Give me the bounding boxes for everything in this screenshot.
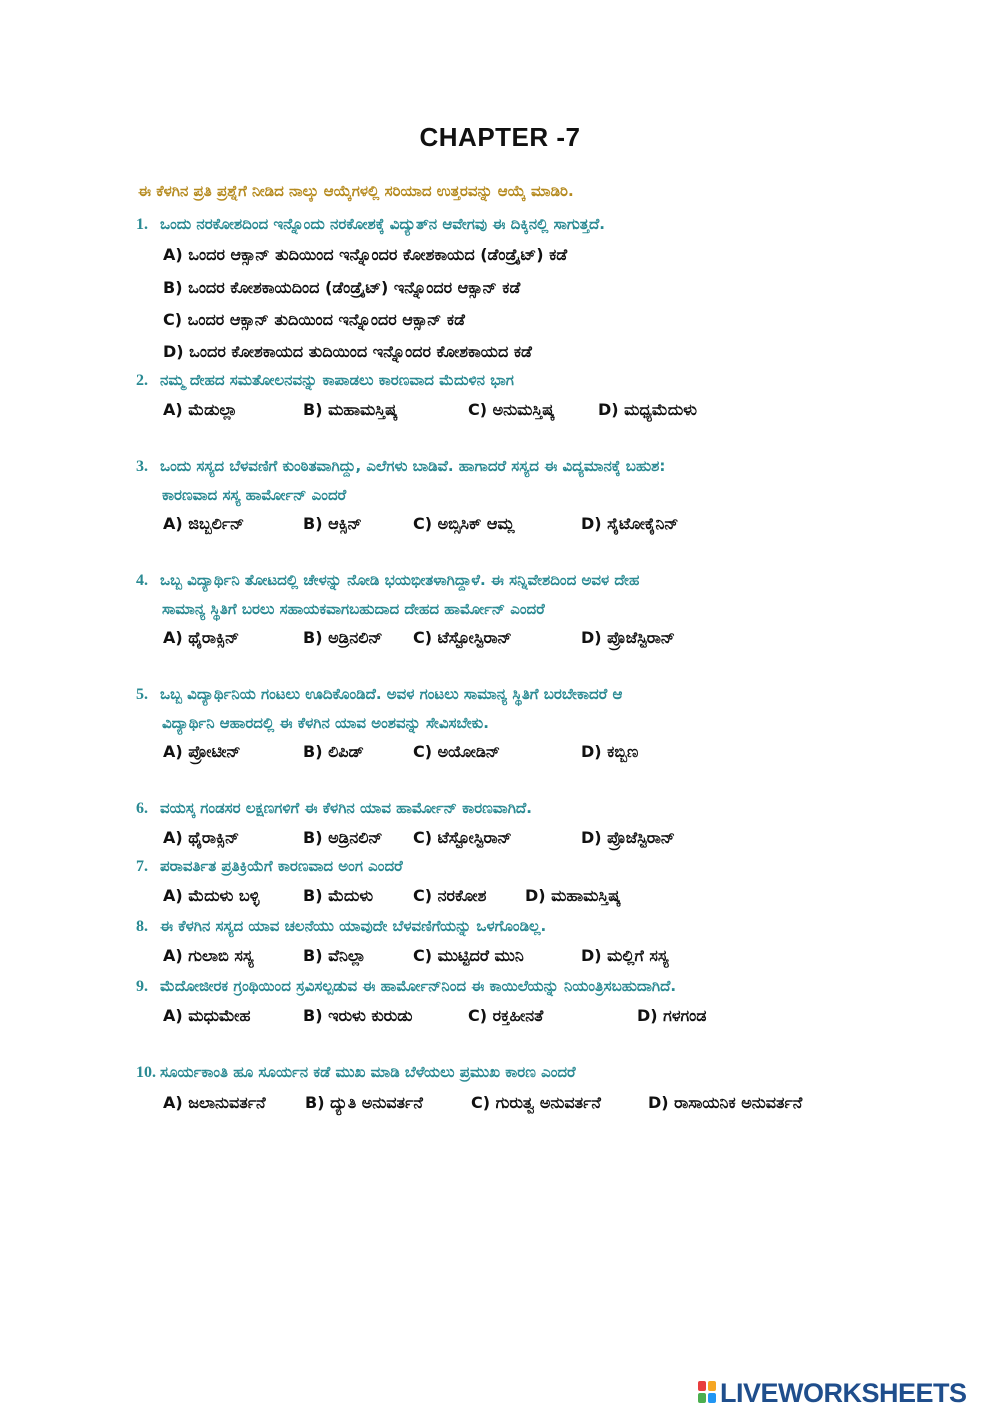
logo-square-green <box>698 1393 706 1403</box>
q1-option-b[interactable]: B) ಒಂದರ ಕೋಶಕಾಯದಿಂದ (ಡೆಂಡ್ರೈಟ್) ಇನ್ನೊಂದರ ಆಕ್ಸಾನ್ ಕಡೆ <box>163 278 521 297</box>
q9-option-a[interactable]: A) ಮಧುಮೇಹ <box>163 1006 251 1025</box>
question-4 <box>136 566 966 623</box>
question-number: 4. <box>136 572 148 589</box>
q9-option-b[interactable]: B) ಇರುಳು ಕುರುಡು <box>303 1006 413 1025</box>
q7-options <box>163 886 963 912</box>
liveworksheets-wordmark: LIVEWORKSHEETS <box>720 1378 967 1408</box>
question-text-continued: ವಿದ್ಯಾರ್ಥಿನಿ ಆಹಾರದಲ್ಲಿ ಈ ಕೆಳಗಿನ ಯಾವ ಅಂಶವನ್ನು ಸೇವಿಸಬೇಕು. <box>162 714 489 732</box>
q8-options <box>163 946 963 972</box>
q6-option-d[interactable]: D) ಪ್ರೊಜೆಸ್ಟಿರಾನ್ <box>581 828 675 847</box>
question-text-continued: ಕಾರಣವಾದ ಸಸ್ಯ ಹಾರ್ಮೋನ್ ಎಂದರೆ <box>162 486 347 504</box>
question-number: 8. <box>136 918 148 935</box>
q2-option-b[interactable]: B) ಮಹಾಮಸ್ತಿಷ್ಕ <box>303 400 398 419</box>
q5-options <box>163 742 963 768</box>
q7-option-a[interactable]: A) ಮೆದುಳು ಬಳ್ಳಿ <box>163 886 260 905</box>
q3-options <box>163 514 963 540</box>
q3-option-c[interactable]: C) ಅಬ್ಸಿಸಿಕ್ ಆಮ್ಲ <box>413 514 515 533</box>
question-1 <box>136 210 966 239</box>
q6-option-a[interactable]: A) ಥೈರಾಕ್ಸಿನ್ <box>163 828 240 847</box>
q4-options <box>163 628 963 654</box>
q10-option-b[interactable]: B) ದ್ಯುತಿ ಅನುವರ್ತನೆ <box>305 1093 423 1112</box>
question-text: ಒಂದು ಸಸ್ಯದ ಬೆಳವಣಿಗೆ ಕುಂಠಿತವಾಗಿದ್ದು, ಎಲೆಗಳು ಬಾಡಿವೆ. ಹಾಗಾದರೆ ಸಸ್ಯದ ಈ ವಿದ್ಯಮಾನಕ್ಕೆ ಬಹುಶ: <box>160 457 666 475</box>
q5-option-a[interactable]: A) ಪ್ರೋಟೀನ್ <box>163 742 241 761</box>
q5-option-b[interactable]: B) ಲಿಪಿಡ್ <box>303 742 364 761</box>
q2-option-a[interactable]: A) ಮೆಡುಲ್ಲಾ <box>163 400 238 419</box>
question-text: ವಯಸ್ಕ ಗಂಡಸರ ಲಕ್ಷಣಗಳಿಗೆ ಈ ಕೆಳಗಿನ ಯಾವ ಹಾರ್ಮೋನ್ ಕಾರಣವಾಗಿದೆ. <box>160 799 532 817</box>
q2-option-d[interactable]: D) ಮಧ್ಯಮೆದುಳು <box>598 400 697 419</box>
q10-option-a[interactable]: A) ಜಲಾನುವರ್ತನೆ <box>163 1093 266 1112</box>
liveworksheets-branding[interactable] <box>698 1378 998 1408</box>
q4-option-a[interactable]: A) ಥೈರಾಕ್ಸಿನ್ <box>163 628 240 647</box>
q4-option-c[interactable]: C) ಟೆಸ್ಟೋಸ್ಟಿರಾನ್ <box>413 628 512 647</box>
q9-options <box>163 1006 963 1032</box>
q9-option-c[interactable]: C) ರಕ್ತಹೀನತೆ <box>468 1006 544 1025</box>
question-number: 1. <box>136 216 148 233</box>
question-8 <box>136 912 966 941</box>
question-number: 2. <box>136 372 148 389</box>
q8-option-d[interactable]: D) ಮಲ್ಲಿಗೆ ಸಸ್ಯ <box>581 946 669 965</box>
q1-option-d[interactable]: D) ಒಂದರ ಕೋಶಕಾಯದ ತುದಿಯಿಂದ ಇನ್ನೊಂದರ ಕೋಶಕಾಯದ ಕಡೆ <box>163 342 532 361</box>
q8-option-a[interactable]: A) ಗುಲಾಬಿ ಸಸ್ಯ <box>163 946 254 965</box>
q10-option-d[interactable]: D) ರಾಸಾಯನಿಕ ಅನುವರ್ತನೆ <box>648 1093 803 1112</box>
q7-option-d[interactable]: D) ಮಹಾಮಸ್ತಿಷ್ಕ <box>525 886 621 905</box>
q6-option-c[interactable]: C) ಟೆಸ್ಟೋಸ್ಟಿರಾನ್ <box>413 828 512 847</box>
question-text: ಒಬ್ಬ ವಿದ್ಯಾರ್ಥಿನಿಯ ಗಂಟಲು ಊದಿಕೊಂಡಿದೆ. ಅವಳ ಗಂಟಲು ಸಾಮಾನ್ಯ ಸ್ಥಿತಿಗೆ ಬರಬೇಕಾದರೆ ಆ <box>160 685 623 703</box>
question-number: 6. <box>136 800 148 817</box>
q6-options <box>163 828 963 854</box>
q1-option-a[interactable]: A) ಒಂದರ ಆಕ್ಸಾನ್ ತುದಿಯಿಂದ ಇನ್ನೊಂದರ ಕೋಶಕಾಯದ (ಡೆಂಡ್ರೈಟ್) ಕಡೆ <box>163 245 568 264</box>
liveworksheets-logo-icon <box>698 1381 716 1403</box>
q1-option-c[interactable]: C) ಒಂದರ ಆಕ್ಸಾನ್ ತುದಿಯಿಂದ ಇನ್ನೊಂದರ ಆಕ್ಸಾನ್ ಕಡೆ <box>163 310 465 329</box>
q10-option-c[interactable]: C) ಗುರುತ್ವ ಅನುವರ್ತನೆ <box>471 1093 601 1112</box>
q3-option-d[interactable]: D) ಸೈಟೋಕೈನಿನ್ <box>581 514 679 533</box>
q9-option-d[interactable]: D) ಗಳಗಂಡ <box>637 1006 707 1025</box>
q5-option-d[interactable]: D) ಕಬ್ಬಿಣ <box>581 742 639 761</box>
q3-option-b[interactable]: B) ಆಕ್ಸಿನ್ <box>303 514 362 533</box>
q8-option-c[interactable]: C) ಮುಟ್ಟಿದರೆ ಮುನಿ <box>413 946 524 965</box>
question-6 <box>136 794 966 823</box>
q10-options <box>163 1093 963 1119</box>
question-9 <box>136 972 966 1001</box>
question-text: ಒಂದು ನರಕೋಶದಿಂದ ಇನ್ನೊಂದು ನರಕೋಶಕ್ಕೆ ವಿದ್ಯುತ್‌ನ ಆವೇಗವು ಈ ದಿಕ್ಕಿನಲ್ಲಿ ಸಾಗುತ್ತದೆ. <box>160 215 605 233</box>
question-text: ಮೆದೋಜೀರಕ ಗ್ರಂಥಿಯಿಂದ ಸ್ರವಿಸಲ್ಪಡುವ ಈ ಹಾರ್ಮೋನ್‌ನಿಂದ ಈ ಕಾಯಿಲೆಯನ್ನು ನಿಯಂತ್ರಿಸಬಹುದಾಗಿದೆ. <box>160 977 677 995</box>
page-title: CHAPTER -7 <box>419 122 581 152</box>
q5-option-c[interactable]: C) ಅಯೋಡಿನ್ <box>413 742 500 761</box>
question-text: ಒಬ್ಬ ವಿದ್ಯಾರ್ಥಿನಿ ತೋಟದಲ್ಲಿ ಚೇಳನ್ನು ನೋಡಿ ಭಯಭೀತಳಾಗಿದ್ದಾಳೆ. ಈ ಸನ್ನಿವೇಶದಿಂದ ಅವಳ ದೇಹ <box>160 571 640 589</box>
q2-options <box>163 400 963 426</box>
q6-option-b[interactable]: B) ಅಡ್ರಿನಲಿನ್ <box>303 828 383 847</box>
question-text: ಈ ಕೆಳಗಿನ ಸಸ್ಯದ ಯಾವ ಚಲನೆಯು ಯಾವುದೇ ಬೆಳವಣಿಗೆಯನ್ನು ಒಳಗೊಂಡಿಲ್ಲ. <box>160 917 547 935</box>
question-text-continued: ಸಾಮಾನ್ಯ ಸ್ಥಿತಿಗೆ ಬರಲು ಸಹಾಯಕವಾಗಬಹುದಾದ ದೇಹದ ಹಾರ್ಮೋನ್ ಎಂದರೆ <box>162 600 545 618</box>
question-number: 9. <box>136 978 148 995</box>
question-text: ನಮ್ಮ ದೇಹದ ಸಮತೋಲನವನ್ನು ಕಾಪಾಡಲು ಕಾರಣವಾದ ಮೆದುಳಿನ ಭಾಗ <box>160 371 514 389</box>
q3-option-a[interactable]: A) ಜಿಬ್ಬರ್ಲಿನ್ <box>163 514 245 533</box>
question-number: 5. <box>136 686 148 703</box>
logo-square-blue <box>708 1393 716 1403</box>
question-2 <box>136 366 966 395</box>
q4-option-b[interactable]: B) ಅಡ್ರಿನಲಿನ್ <box>303 628 383 647</box>
question-3 <box>136 452 966 509</box>
q2-option-c[interactable]: C) ಅನುಮಸ್ತಿಷ್ಕ <box>468 400 555 419</box>
question-text: ಪರಾವರ್ತಿತ ಪ್ರತಿಕ್ರಿಯೆಗೆ ಕಾರಣವಾದ ಅಂಗ ಎಂದರೆ <box>160 857 403 875</box>
q4-option-d[interactable]: D) ಪ್ರೊಜೆಸ್ಟಿರಾನ್ <box>581 628 675 647</box>
question-number: 3. <box>136 458 148 475</box>
logo-square-orange <box>708 1381 716 1391</box>
q8-option-b[interactable]: B) ವೆನಿಲ್ಲಾ <box>303 946 366 965</box>
question-number: 10. <box>136 1064 156 1081</box>
logo-square-red <box>698 1381 706 1391</box>
q7-option-c[interactable]: C) ನರಕೋಶ <box>413 886 487 905</box>
question-7 <box>136 852 966 881</box>
q7-option-b[interactable]: B) ಮೆದುಳು <box>303 886 374 905</box>
question-number: 7. <box>136 858 148 875</box>
instruction-text: ಈ ಕೆಳಗಿನ ಪ್ರತಿ ಪ್ರಶ್ನೆಗೆ ನೀಡಿದ ನಾಲ್ಕು ಆಯ್ಕೆಗಳಲ್ಲಿ ಸರಿಯಾದ ಉತ್ತರವನ್ನು ಆಯ್ಕೆ ಮಾಡಿರಿ. <box>138 182 574 200</box>
question-10 <box>136 1058 966 1087</box>
question-text: ಸೂರ್ಯಕಾಂತಿ ಹೂ ಸೂರ್ಯನ ಕಡೆ ಮುಖ ಮಾಡಿ ಬೆಳೆಯಲು ಪ್ರಮುಖ ಕಾರಣ ಎಂದರೆ <box>160 1063 576 1081</box>
question-5 <box>136 680 966 737</box>
